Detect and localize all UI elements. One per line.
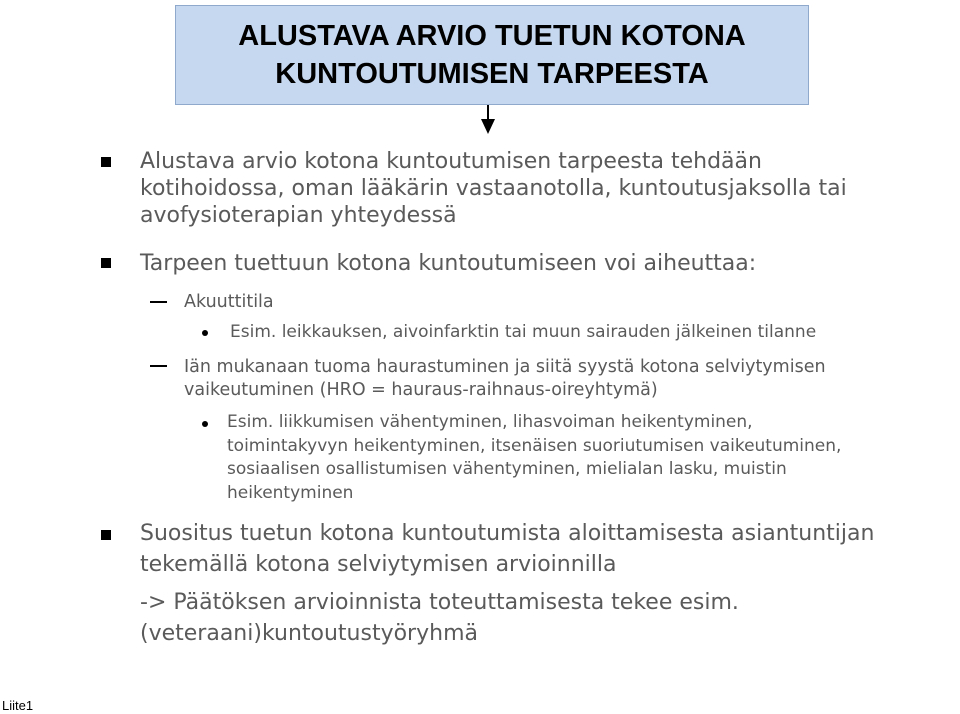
title-line-2: KUNTOUTUMISEN TARPEESTA [275, 58, 709, 90]
dot-bullet-icon [202, 330, 208, 336]
footer-label: Liite1 [2, 698, 34, 713]
sub-sub-esim-2-line-4: heikentyminen [227, 482, 354, 503]
bullet-3-line-2: tekemällä kotona selviytymisen arvioinnilla [140, 552, 617, 577]
bullet-3-line-1: Suositus tuetun kotona kuntoutumista aloittamisesta asiantuntijan [140, 521, 875, 546]
bullet-1-line-1: Alustava arvio kotona kuntoutumisen tarpeesta tehdään [140, 149, 762, 174]
sub-sub-esim-2-line-1: Esim. liikkumisen vähentyminen, lihasvoiman heikentyminen, [227, 412, 753, 432]
dash-bullet-icon [150, 365, 167, 367]
dot-bullet-icon [202, 421, 208, 427]
bullet-1-line-2: kotihoidossa, oman lääkärin vastaanotolla, kuntoutusjaksolla tai [140, 176, 847, 201]
bullet-1-line-3: avofysioterapian yhteydessä [140, 203, 457, 228]
square-bullet-icon [101, 157, 111, 167]
sub-sub-esim-2-line-3: sosiaalisen osallistumisen vähentyminen, mielialan lasku, muistin [227, 459, 787, 479]
title-line-1: ALUSTAVA ARVIO TUETUN KOTONA [238, 20, 746, 52]
sub-akuuttitila: Akuuttitila [184, 292, 274, 312]
square-bullet-icon [101, 258, 111, 268]
sub-ika-line-2: vaikeutuminen (HRO = hauraus-raihnaus-oireyhtymä) [184, 380, 658, 400]
bullet-3-continuation-1: -> Päätöksen arvioinnista toteuttamisesta tekee esim. [140, 590, 739, 615]
square-bullet-icon [101, 530, 111, 540]
sub-ika-line-1: Iän mukanaan tuoma haurastuminen ja siitä syystä kotona selviytymisen [184, 357, 826, 377]
bullet-3-continuation-2: (veteraani)kuntoutustyöryhmä [140, 621, 478, 646]
dash-bullet-icon [150, 301, 167, 303]
sub-sub-esim-2-line-2: toimintakyvyn heikentyminen, itsenäisen suoriutumisen vaikeutuminen, [227, 435, 842, 456]
bullet-2-line-1: Tarpeen tuettuun kotona kuntoutumiseen voi aiheuttaa: [140, 251, 757, 276]
sub-sub-esim-1: Esim. leikkauksen, aivoinfarktin tai muun sairauden jälkeinen tilanne [230, 322, 817, 342]
